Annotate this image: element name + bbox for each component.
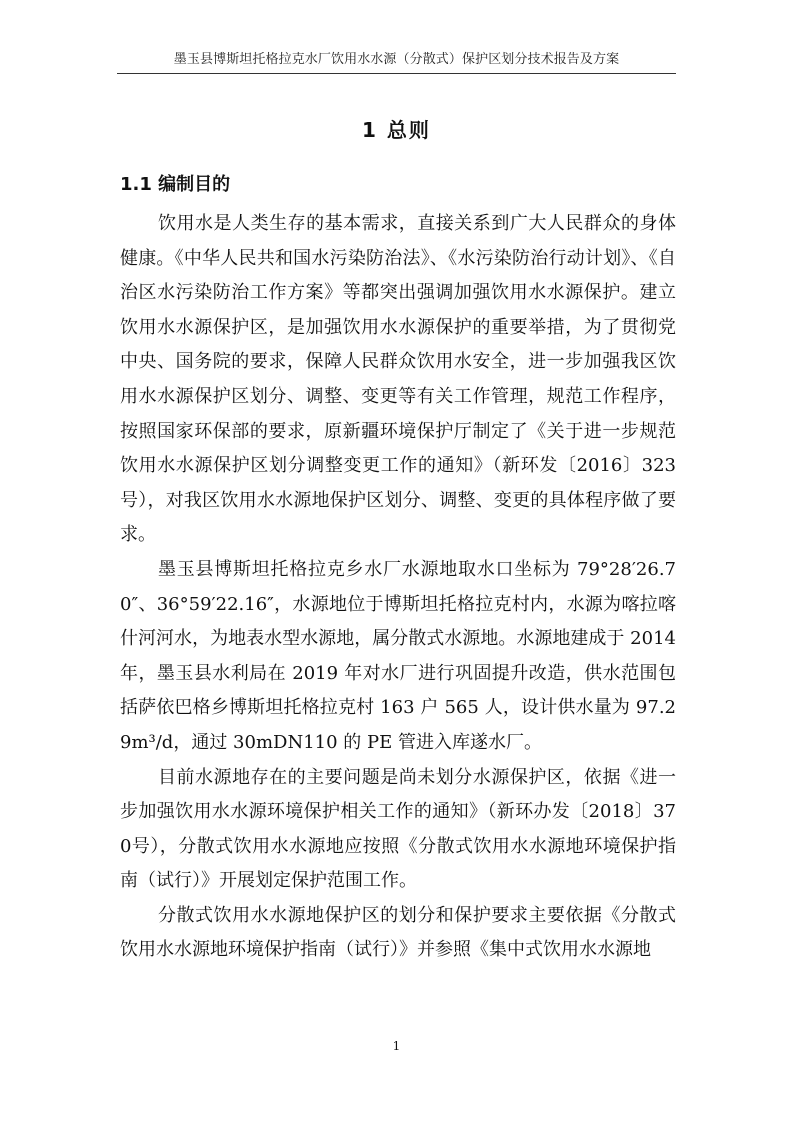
- paragraph: 目前水源地存在的主要问题是尚未划分水源保护区，依据《进一步加强饮用水水源环境保护相关工作的通知》（新环办发〔2018〕370号），分散式饮用水水源地应按照《分散式饮用水水源地环境保护指南（试行）》开展划定保护范围工作。: [120, 766, 676, 892]
- paragraph: 饮用水是人类生存的基本需求，直接关系到广大人民群众的身体健康。《中华人民共和国水污染防治法》、《水污染防治行动计划》、《自治区水污染防治工作方案》等都突出强调加强饮用水水源保护。建立饮用水水源保护区，是加强饮用水水源保护的重要举措，为了贯彻党中央、国务院的要求，保障人民群众饮用水安全，进一步加强我区饮用水水源保护区划分、调整、变更等有关工作管理，规范工作程序，按照国家环保部的要求，原新疆环境保护厅制定了《关于进一步规范饮用水水源保护区划分调整变更工作的通知》（新环发〔2016〕323号），对我区饮用水水源地保护区划分、调整、变更的具体程序做了要求。: [120, 213, 676, 546]
- body-text: [120, 207, 676, 968]
- page-number: 1: [392, 1039, 401, 1053]
- section-heading: 1.1 编制目的: [120, 174, 231, 195]
- paragraph: 分散式饮用水水源地保护区的划分和保护要求主要依据《分散式饮用水水源地环境保护指南（试行）》并参照《集中式饮用水水源地: [120, 904, 676, 961]
- paragraph: 墨玉县博斯坦托格拉克乡水厂水源地取水口坐标为 79°28′26.70″、36°59′22.16″，水源地位于博斯坦托格拉克村内，水源为喀拉喀什河河水，为地表水型水源地，属分散式水源地。水源地建成于 2014 年，墨玉县水利局在 2019 年对水厂进行巩固提升改造，供水范围包括萨依巴格乡博斯坦托格拉克村 163 户 565 人，设计供水量为 97.29m³/d，通过 30mDN110 的 PE 管进入库遂水厂。: [120, 558, 676, 753]
- header-divider: [117, 73, 676, 74]
- chapter-title: 1 总则: [362, 118, 431, 142]
- running-header: 墨玉县博斯坦托格拉克水厂饮用水水源（分散式）保护区划分技术报告及方案: [173, 52, 620, 67]
